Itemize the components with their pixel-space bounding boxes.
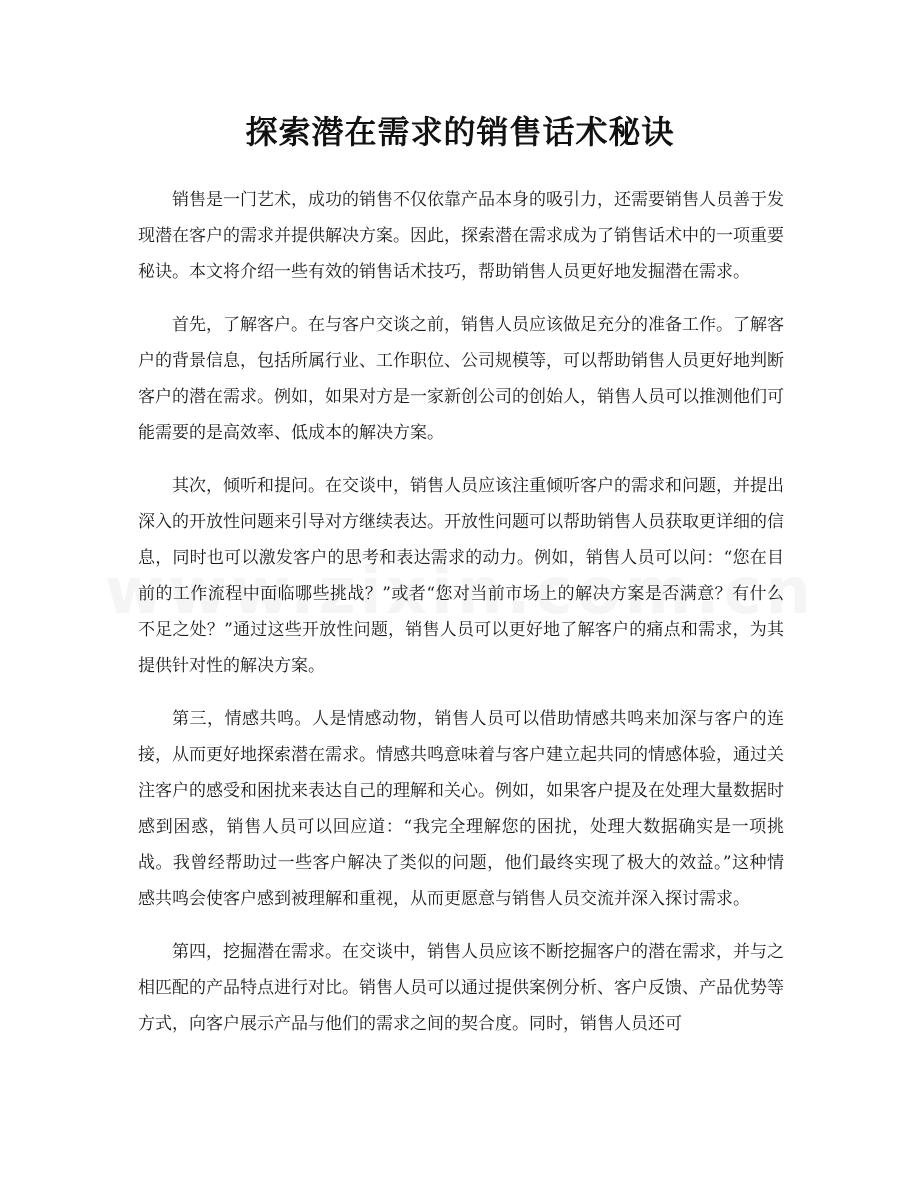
paragraph-listen-ask: 其次，倾听和提问。在交谈中，销售人员应该注重倾听客户的需求和问题，并提出深入的开放性问题来引导对方继续表达。开放性问题可以帮助销售人员获取更详细的信息，同时也可以激发客户的思考和表达需求的动力。例如，销售人员可以问：“您在目前的工作流程中面临哪些挑战？”或者“您对当前市场上的解决方案是否满意？有什么不足之处？”通过这些开放性问题，销售人员可以更好地了解客户的痛点和需求，为其提供针对性的解决方案。 bbox=[138, 476, 784, 676]
document-title: 探索潜在需求的销售话术秘诀 bbox=[245, 113, 675, 151]
document-body bbox=[138, 182, 784, 1059]
paragraph-dig-needs: 第四，挖掘潜在需求。在交谈中，销售人员应该不断挖掘客户的潜在需求，并与之相匹配的产品特点进行对比。销售人员可以通过提供案例分析、客户反馈、产品优势等方式，向客户展示产品与他们的需求之间的契合度。同时，销售人员还可 bbox=[138, 942, 784, 1034]
paragraph-empathy: 第三，情感共鸣。人是情感动物，销售人员可以借助情感共鸣来加深与客户的连接，从而更好地探索潜在需求。情感共鸣意味着与客户建立起共同的情感体验，通过关注客户的感受和困扰来表达自己的理解和关心。例如，如果客户提及在处理大量数据时感到困惑，销售人员可以回应道：“我完全理解您的困扰，处理大数据确实是一项挑战。我曾经帮助过一些客户解决了类似的问题，他们最终实现了极大的效益。”这种情感共鸣会使客户感到被理解和重视，从而更愿意与销售人员交流并深入探讨需求。 bbox=[138, 709, 784, 909]
paragraph-intro: 销售是一门艺术，成功的销售不仅依靠产品本身的吸引力，还需要销售人员善于发现潜在客户的需求并提供解决方案。因此，探索潜在需求成为了销售话术中的一项重要秘诀。本文将介绍一些有效的销售话术技巧，帮助销售人员更好地发掘潜在需求。 bbox=[138, 190, 784, 282]
paragraph-understand-customer: 首先，了解客户。在与客户交谈之前，销售人员应该做足充分的准备工作。了解客户的背景信息，包括所属行业、工作职位、公司规模等，可以帮助销售人员更好地判断客户的潜在需求。例如，如果对方是一家新创公司的创始人，销售人员可以推测他们可能需要的是高效率、低成本的解决方案。 bbox=[138, 315, 784, 443]
